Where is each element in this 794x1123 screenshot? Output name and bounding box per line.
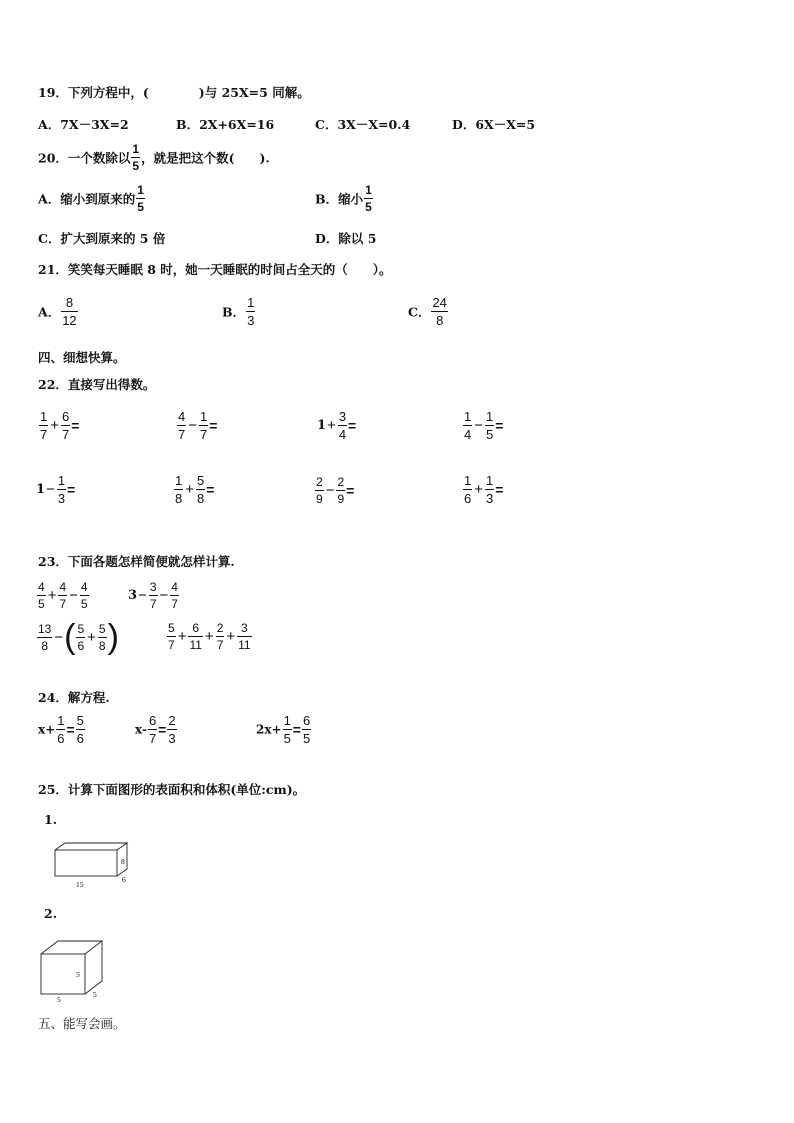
- q21-option-c: C． $\frac{24}{8}$: [408, 295, 447, 328]
- q21-text: 21．笑笑每天睡眠 8 时，她一天睡眠的时间占全天的（ ）。: [38, 262, 392, 277]
- q22-expr-r2-2: $\frac{1}{8}$ + $\frac{5}{8}$ =: [175, 473, 215, 506]
- cuboid-figure: [50, 838, 140, 893]
- q24-equation-3: 2x+ $\frac{1}{5}$ = $\frac{6}{5}$: [256, 713, 311, 746]
- q20-fraction: $\frac{1}{5}$: [132, 142, 140, 173]
- q20-option-a-fraction: $\frac{1}{5}$: [137, 183, 144, 214]
- q24-equation-2: x- $\frac{6}{7}$ = $\frac{2}{3}$: [135, 713, 176, 746]
- q20-question: [38, 143, 270, 172]
- q21-option-a-fraction: $\frac{8}{12}$: [62, 295, 77, 328]
- q22-expr-r1-3: 1+ $\frac{3}{4}$ =: [317, 409, 357, 442]
- cuboid-height-label: 8: [121, 857, 125, 866]
- q20-prefix: 20．一个数除以: [38, 150, 131, 166]
- q22-expr-r1-4: $\frac{1}{4}$ − $\frac{1}{5}$ =: [464, 409, 504, 442]
- q23-expr-3: $\frac{13}{8}$ −( $\frac{5}{6}$ + $\frac{5}{8}$ ): [38, 618, 119, 656]
- q22-expr-r1-2: $\frac{4}{7}$ − $\frac{1}{7}$ =: [178, 409, 218, 442]
- q25-figure-1-label: 1.: [44, 812, 58, 827]
- q25-figure-2-label: 2.: [44, 906, 58, 921]
- cube-figure: [36, 936, 111, 1004]
- q24-equation-1: x+ $\frac{1}{6}$ = $\frac{5}{6}$: [38, 713, 84, 746]
- q20-option-c: C．扩大到原来的 5 倍: [38, 231, 166, 246]
- cube-side-edge-label: 5: [93, 990, 97, 999]
- q21-option-b-fraction: $\frac{1}{3}$: [247, 295, 255, 328]
- q22-expr-r2-4: $\frac{1}{6}$ + $\frac{1}{3}$ =: [464, 473, 504, 506]
- q19-option-b: B．2X+6X=16: [176, 117, 275, 132]
- q20-option-d: D．除以 5: [315, 231, 377, 246]
- q22-title: 22．直接写出得数。: [38, 377, 156, 392]
- q22-expr-r2-3: $\frac{2}{9}$ − $\frac{2}{9}$ =: [316, 475, 355, 506]
- section-5-heading: 五、能写会画。: [38, 1016, 126, 1031]
- cube-front-edge-label: 5: [57, 995, 61, 1004]
- q22-expr-r1-1: $\frac{1}{7}$ + $\frac{6}{7}$ =: [40, 409, 80, 442]
- section-4-heading: 四、细想快算。: [38, 350, 126, 365]
- q23-title: 23．下面各题怎样简便就怎样计算.: [38, 554, 235, 569]
- q24-title: 24．解方程.: [38, 690, 110, 705]
- q20-option-b-fraction: $\frac{1}{5}$: [365, 183, 372, 214]
- q20-option-a: A．缩小到原来的 $\frac{1}{5}$: [38, 183, 144, 214]
- q22-expr-r2-1: 1− $\frac{1}{3}$ =: [36, 473, 76, 506]
- q19-option-c: C．3X－X=0.4: [315, 117, 411, 132]
- cube-height-label: 5: [76, 970, 80, 979]
- cuboid-width-label: 6: [122, 875, 126, 884]
- q23-expr-1: $\frac{4}{5}$ + $\frac{4}{7}$ − $\frac{4}{5}$: [38, 580, 88, 611]
- q19-option-a: A．7X－3X=2: [38, 117, 129, 132]
- q21-option-b: B． $\frac{1}{3}$: [222, 295, 255, 328]
- cuboid-length-label: 15: [76, 880, 84, 889]
- q23-expr-4: $\frac{5}{7}$ + $\frac{6}{11}$ + $\frac{2}{7}$ + $\frac{3}{11}$: [168, 621, 251, 652]
- q21-option-c-fraction: $\frac{24}{8}$: [432, 295, 447, 328]
- q20-suffix: ，就是把这个数( ).: [141, 150, 270, 166]
- q25-title: 25．计算下面图形的表面积和体积(单位:cm)。: [38, 782, 306, 797]
- q20-option-b: B．缩小 $\frac{1}{5}$: [315, 183, 372, 214]
- q19-text: 19．下列方程中，( )与 25X=5 同解。: [38, 85, 310, 100]
- q19-option-d: D．6X－X=5: [452, 117, 536, 132]
- q23-expr-2: 3− $\frac{3}{7}$ − $\frac{4}{7}$: [128, 580, 178, 611]
- q21-option-a: A． $\frac{8}{12}$: [38, 295, 77, 328]
